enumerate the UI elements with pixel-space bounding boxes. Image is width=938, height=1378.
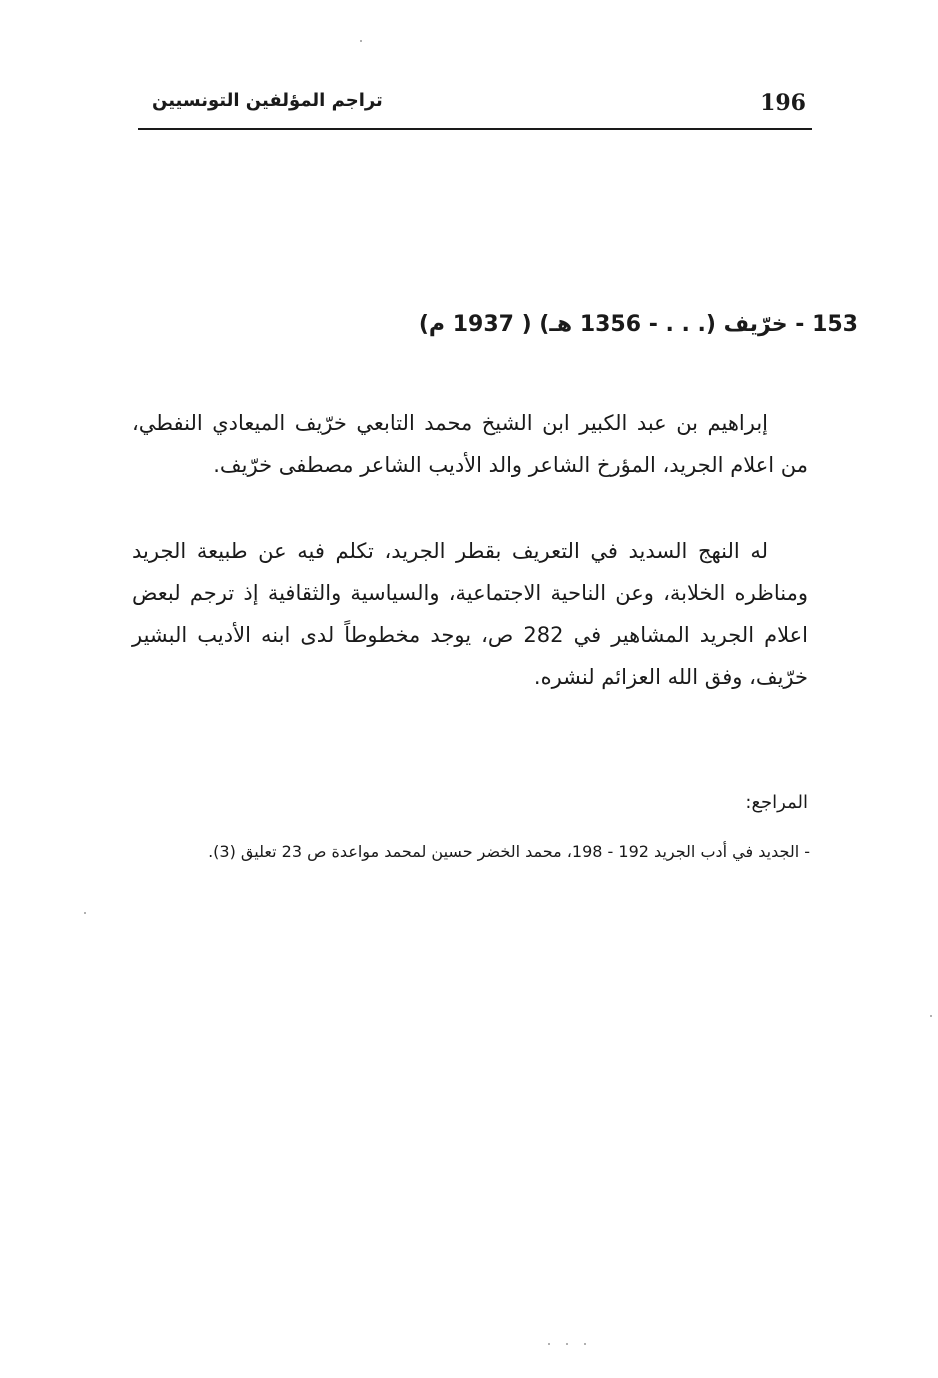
scan-speck <box>930 1015 932 1017</box>
page-number: 196 <box>760 90 806 116</box>
scan-speck <box>548 1343 550 1345</box>
entry-paragraph-works: له النهج السديد في التعريف بقطر الجريد، تكلم فيه عن طبيعة الجريد ومناظره الخلابة، وعن الناحية الاجتماعية، والسياسية والثقافية إذ ترجم لبعض اعلام الجريد المشاهير في 282 ص، يوجد مخطوطاً لدى ابنه الأديب البشير خرّيف، وفق الله العزائم لنشره. <box>132 539 809 689</box>
page-header <box>138 84 812 130</box>
scan-speck <box>84 912 86 914</box>
scan-speck <box>360 40 362 42</box>
entry-heading: 153 - خرّيف (. . . - 1356 هـ) ( 1937 م) <box>418 312 858 337</box>
scan-speck <box>566 1343 568 1345</box>
references-heading: المراجع: <box>745 792 808 813</box>
reference-item: - الجديد في أدب الجريد 192 - 198، محمد الخضر حسين لمحمد مواعدة ص 23 تعليق (3). <box>208 842 810 861</box>
running-title: تراجم المؤلفين التونسيين <box>152 90 383 111</box>
entry-paragraph-biography: إبراهيم بن عبد الكبير ابن الشيخ محمد التابعي خرّيف الميعادي النفطي، من اعلام الجريد، المؤرخ الشاعر والد الأديب الشاعر مصطفى خرّيف. <box>132 411 808 477</box>
scan-speck <box>584 1343 586 1345</box>
